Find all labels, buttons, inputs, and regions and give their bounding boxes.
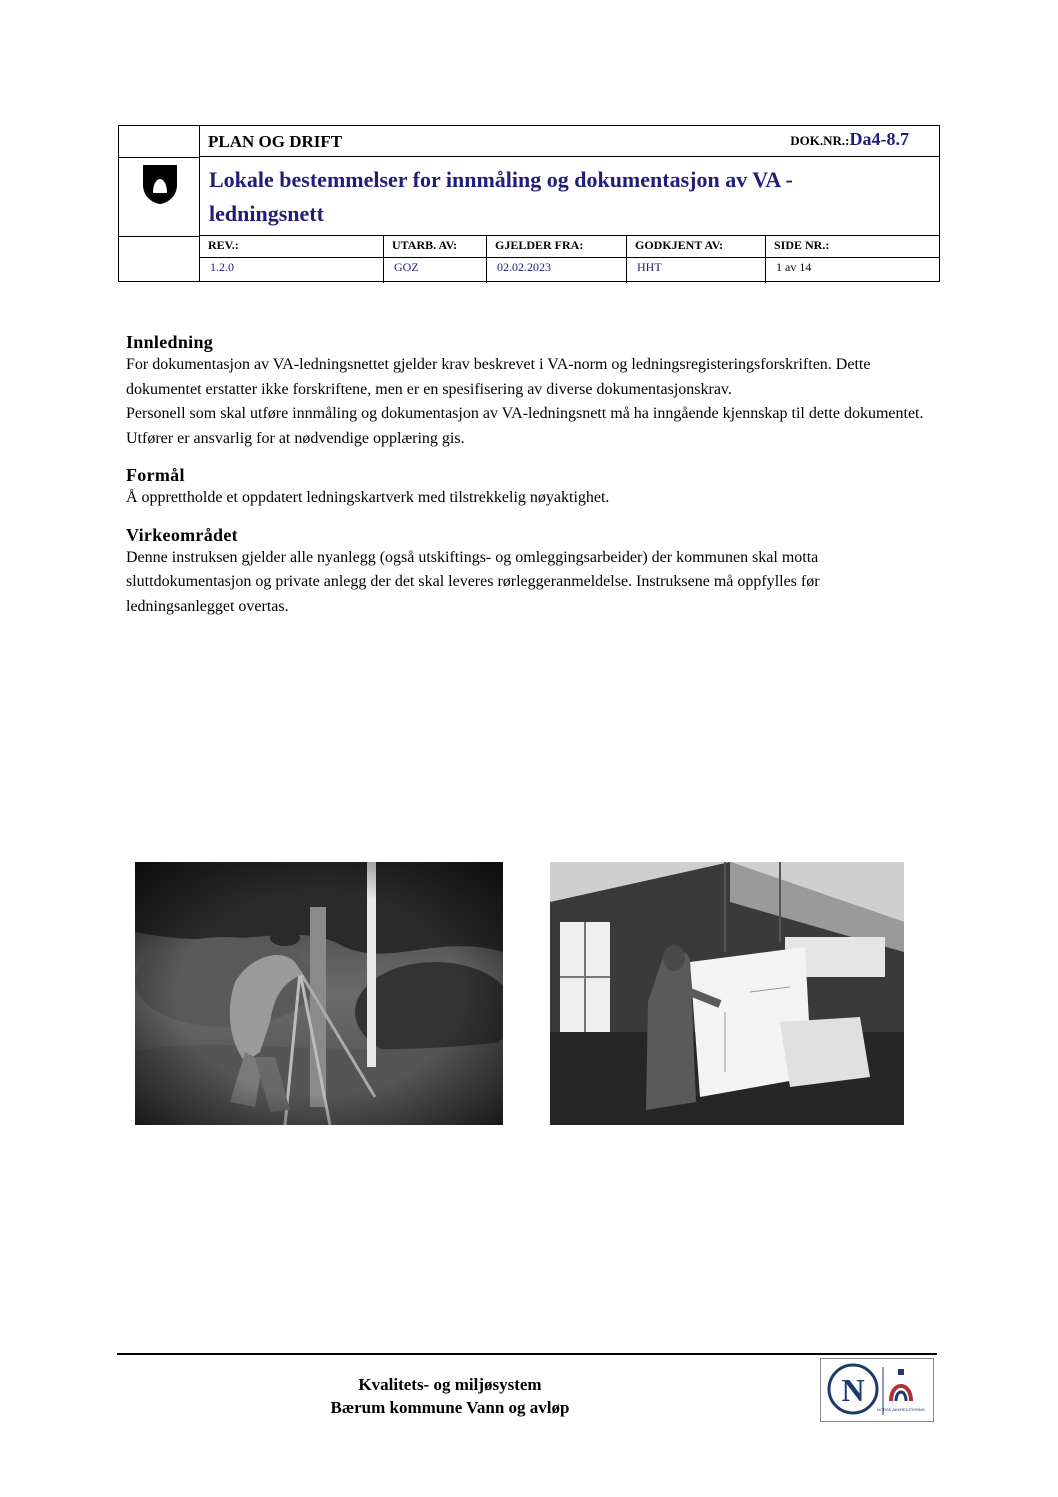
footer-rule — [117, 1353, 937, 1355]
baerum-coat-of-arms-icon — [141, 163, 179, 205]
section-label: PLAN OG DRIFT — [208, 132, 343, 151]
meta-cell-approved-by — [627, 236, 766, 283]
section-virkeomradet — [126, 525, 926, 620]
accreditation-badge — [820, 1358, 934, 1422]
meta-label: GODKJENT AV: — [635, 238, 724, 252]
meta-value: 1.2.0 — [210, 260, 234, 274]
meta-label: UTARB. AV: — [392, 238, 458, 252]
header-row-title — [200, 157, 939, 236]
cert-small-text: NORSK AKKREDITERING — [877, 1407, 925, 1412]
section-innledning — [126, 332, 926, 451]
document-number-label: DOK.NR.: — [790, 133, 850, 148]
section-heading: Virkeområdet — [126, 524, 238, 545]
meta-cell-page — [766, 236, 939, 283]
meta-label: REV.: — [208, 238, 239, 252]
document-title: Lokale bestemmelser for innmåling og dokumentasjon av VA - ledningsnett — [209, 167, 793, 226]
accreditation-logo-icon — [821, 1359, 933, 1421]
document-header-table — [118, 125, 940, 282]
meta-label: GJELDER FRA: — [495, 238, 584, 252]
meta-cell-rev — [200, 236, 384, 283]
meta-cell-valid-from — [487, 236, 627, 283]
footer-text — [290, 1373, 610, 1419]
section-paragraph: Personell som skal utføre innmåling og dokumentasjon av VA-ledningsnett må ha inngående kjennskap til dette dokumentet. Utfører er ansvarlig for at nødvendige opplæring gis. — [126, 405, 924, 447]
header-row-section — [200, 126, 939, 157]
surveyor-photo — [135, 862, 503, 1125]
meta-value: HHT — [637, 260, 662, 274]
document-body — [126, 332, 926, 633]
section-formal — [126, 465, 926, 511]
meta-value: 1 av 14 — [776, 260, 812, 274]
header-row-meta — [200, 236, 939, 283]
svg-text:N: N — [841, 1372, 865, 1408]
section-heading: Innledning — [126, 332, 214, 352]
section-paragraph: Å opprettholde et oppdatert ledningskartverk med tilstrekkelig nøyaktighet. — [126, 489, 610, 506]
section-paragraph: Denne instruksen gjelder alle nyanlegg (også utskiftings- og omleggingsarbeider) der kommunen skal motta sluttdokumentasjon og private anlegg der det skal leveres rørleggeranmeldelse. Instruksene må oppfylles før ledningsanlegget overtas. — [126, 548, 820, 615]
footer-line-2: Bærum kommune Vann og avløp — [330, 1398, 570, 1417]
meta-value: GOZ — [394, 260, 419, 274]
document-number-value: Da4-8.7 — [849, 129, 909, 149]
drafting-room-photo — [550, 862, 904, 1125]
meta-table — [200, 236, 939, 283]
meta-value: 02.02.2023 — [497, 260, 551, 274]
footer-line-1: Kvalitets- og miljøsystem — [358, 1375, 542, 1394]
meta-label: SIDE NR.: — [774, 238, 830, 252]
section-heading: Formål — [126, 465, 185, 485]
section-paragraph: For dokumentasjon av VA-ledningsnettet gjelder krav beskrevet i VA-norm og ledningsregisteringsforskriften. Dette dokumentet erstatter ikke forskriftene, men er en spesifisering av diverse dokumentasjonskrav. — [126, 356, 871, 398]
document-number — [790, 129, 909, 150]
logo-column — [119, 126, 200, 281]
meta-cell-author — [384, 236, 487, 283]
